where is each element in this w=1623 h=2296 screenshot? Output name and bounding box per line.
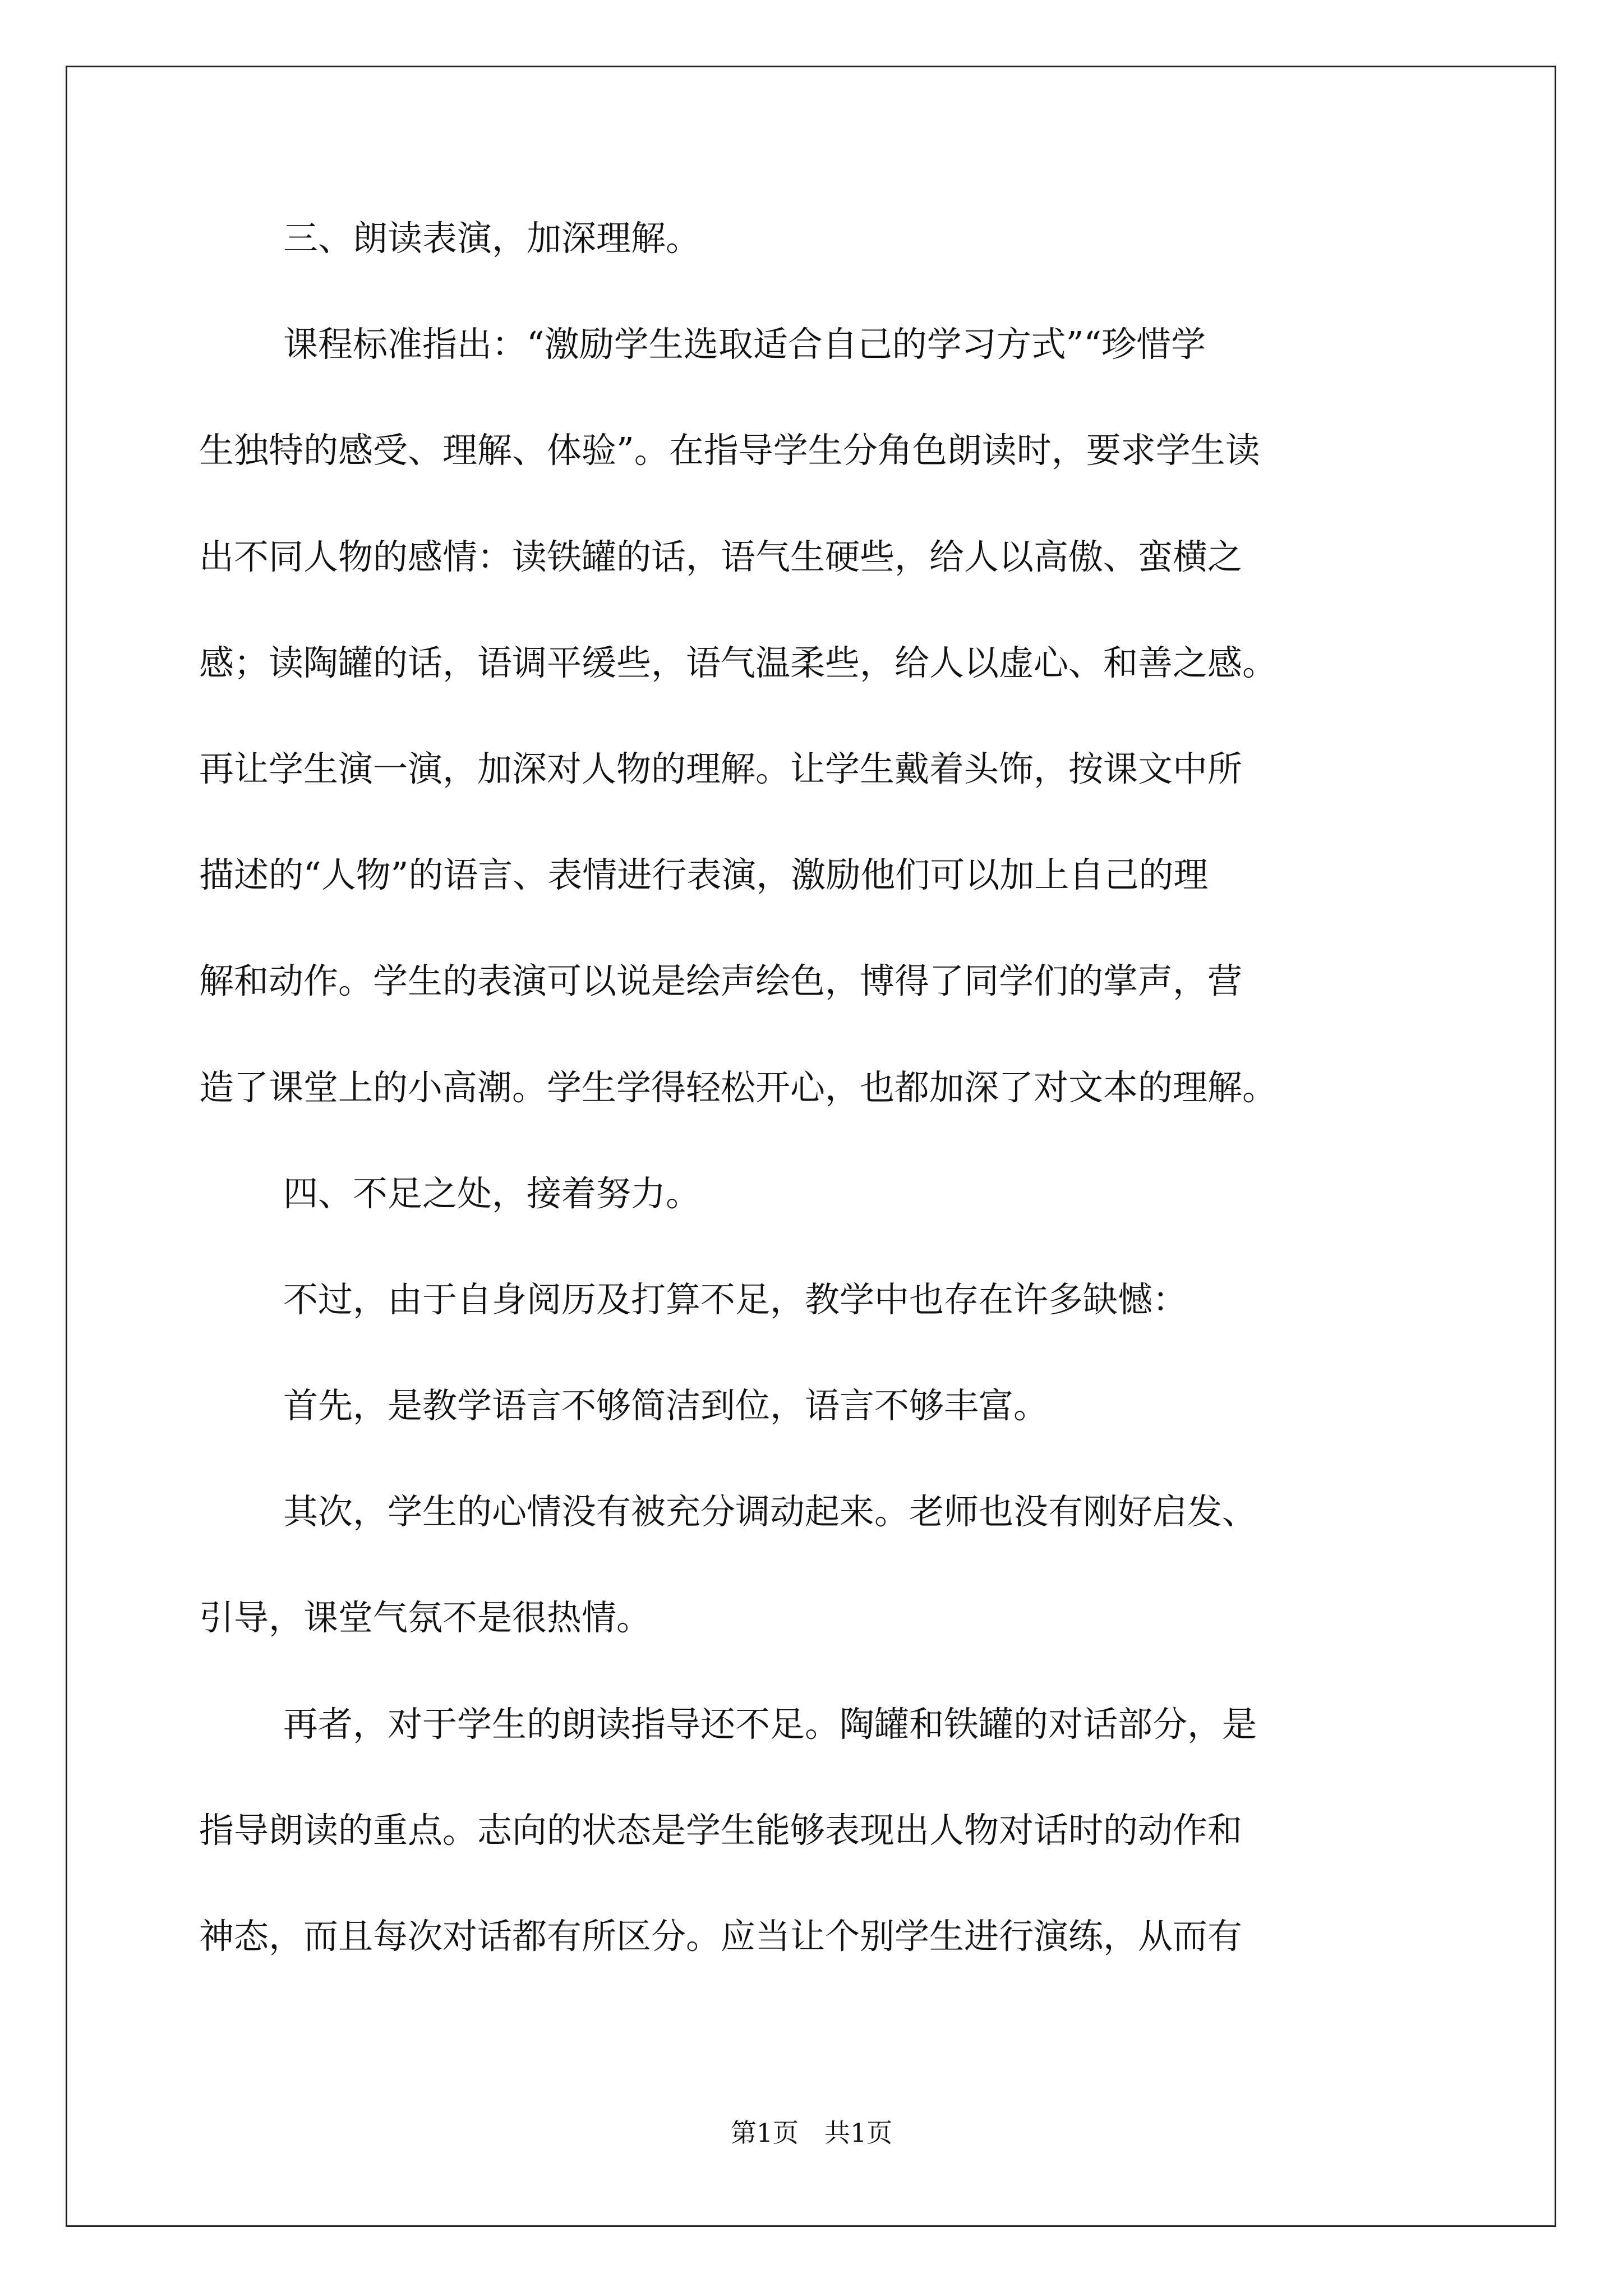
text-line: 生独特的感受、理解、体验”。在指导学生分角色朗读时，要求学生读: [199, 430, 1260, 471]
text-line: 首先，是教学语言不够简洁到位，语言不够丰富。: [283, 1385, 1049, 1427]
text-line: 神态，而且每次对话都有所区分。应当让个别学生进行演练，从而有: [199, 1916, 1243, 1957]
text-line: 不过，由于自身阅历及打算不足，教学中也存在许多缺憾：: [283, 1278, 1188, 1320]
text-line: 感；读陶罐的话，语调平缓些，语气温柔些，给人以虚心、和善之感。: [199, 642, 1278, 683]
page-footer: 第1页 共1页: [730, 2118, 893, 2148]
text-line: 其次，学生的心情没有被充分调动起来。老师也没有刚好启发、: [283, 1491, 1257, 1533]
section-heading-3: 三、朗读表演，加深理解。: [283, 218, 701, 259]
text-line: 引导，课堂气氛不是很热情。: [199, 1597, 652, 1639]
text-line: 指导朗读的重点。志向的状态是学生能够表现出人物对话时的动作和: [199, 1809, 1243, 1851]
text-line: 课程标准指出：“激励学生选取适合自己的学习方式”“珍惜学: [283, 324, 1206, 365]
text-line: 解和动作。学生的表演可以说是绘声绘色，博得了同学们的掌声，营: [199, 960, 1243, 1002]
text-line: 描述的“人物”的语言、表情进行表演，激励他们可以加上自己的理: [199, 854, 1209, 896]
section-heading-4: 四、不足之处，接着努力。: [283, 1172, 701, 1214]
text-line: 再让学生演一演，加深对人物的理解。让学生戴着头饰，按课文中所: [199, 748, 1243, 789]
document-body: [199, 185, 1433, 1989]
text-line: 再者，对于学生的朗读指导还不足。陶罐和铁罐的对话部分，是: [283, 1703, 1257, 1745]
text-line: 出不同人物的感情：读铁罐的话，语气生硬些，给人以高傲、蛮横之: [199, 536, 1243, 577]
text-line: 造了课堂上的小高潮。学生学得轻松开心，也都加深了对文本的理解。: [199, 1066, 1278, 1108]
